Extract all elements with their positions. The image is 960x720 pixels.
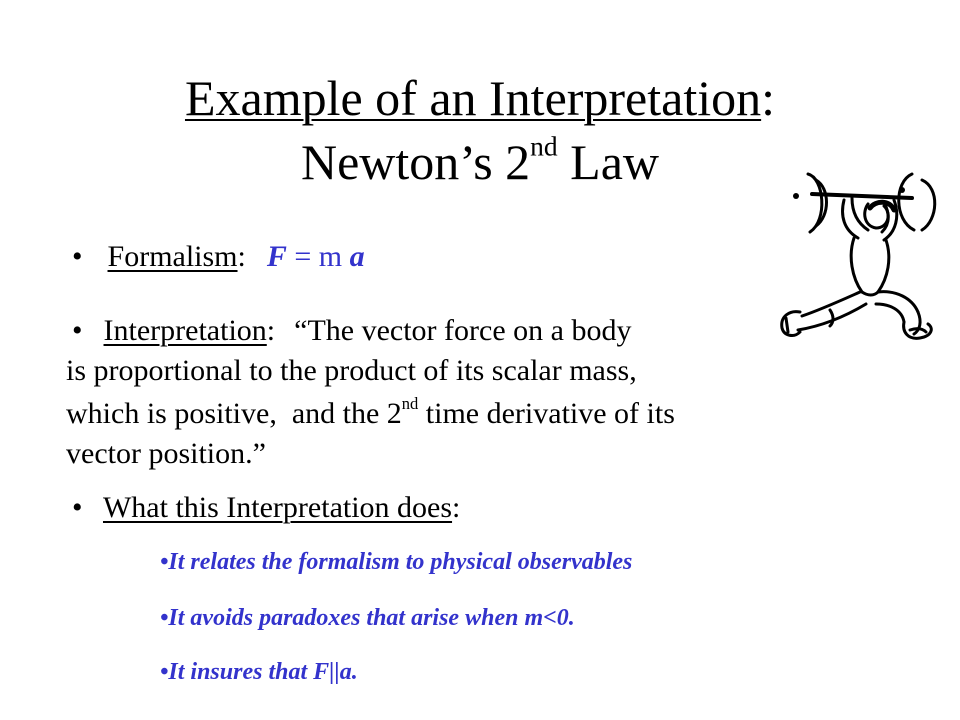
- interpretation-line2: is proportional to the product of its scalar mass,: [66, 354, 637, 387]
- interpretation-text-3b: time derivative of its: [418, 397, 675, 430]
- does-item-2: •It avoids paradoxes that arise when m<0.: [160, 605, 575, 631]
- does-colon: :: [452, 491, 461, 524]
- bullet-dot: •: [72, 240, 83, 273]
- does-item-3: •It insures that F||a.: [160, 659, 358, 685]
- equation-acceleration: a: [349, 240, 365, 273]
- interpretation-line3: [66, 394, 675, 434]
- bullet-dot: •: [72, 314, 83, 347]
- interpretation-colon: :: [266, 314, 276, 347]
- formalism-row: [72, 237, 365, 277]
- interpretation-superscript: nd: [401, 393, 419, 413]
- formalism-colon: :: [237, 240, 246, 273]
- equation-force: F: [266, 240, 287, 273]
- title-law: Law: [557, 134, 659, 190]
- title-main: Example of an Interpretation: [184, 70, 762, 126]
- weightlifter-icon: [772, 160, 948, 350]
- interpretation-line1: [72, 311, 631, 351]
- title-colon: :: [761, 70, 776, 126]
- interpretation-label: Interpretation: [103, 314, 267, 347]
- does-label: What this Interpretation does: [102, 491, 453, 524]
- bullet-dot: •: [72, 491, 83, 524]
- slide-title-line1: [0, 66, 960, 130]
- interpretation-line4: vector position.”: [66, 437, 266, 470]
- does-row: [72, 488, 460, 528]
- does-item-1: •It relates the formalism to physical observables: [160, 549, 633, 575]
- interpretation-text-3a: which is positive, and the 2: [66, 397, 402, 430]
- title-newton: Newton’s 2: [301, 134, 531, 190]
- equation-middle: = m: [286, 240, 350, 273]
- formalism-label: Formalism: [107, 240, 238, 273]
- title-superscript: nd: [530, 130, 558, 162]
- interpretation-text-1: “The vector force on a body: [294, 314, 632, 347]
